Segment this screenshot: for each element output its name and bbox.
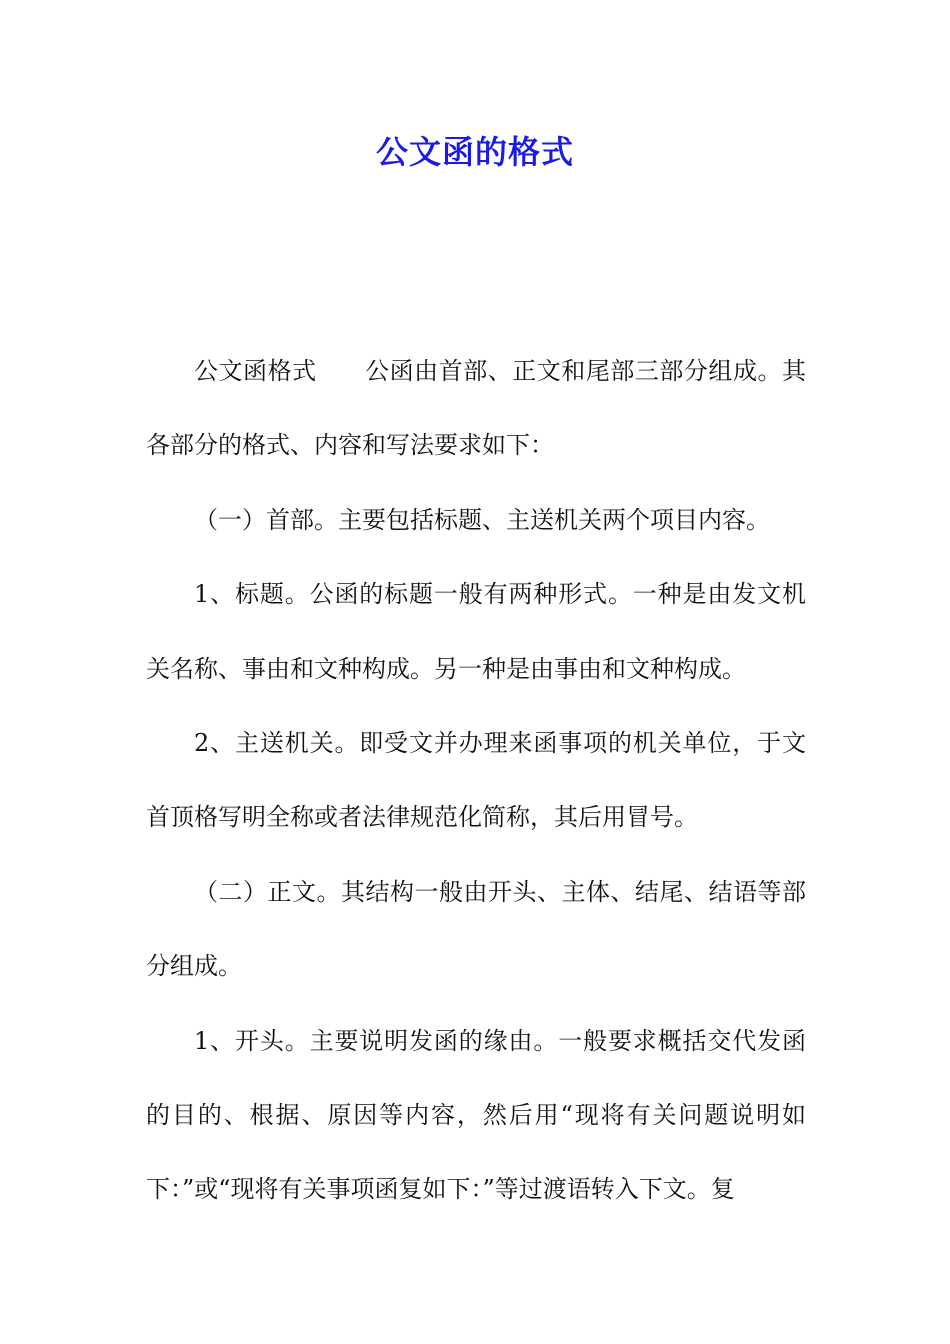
paragraph-text: 公函由首部、正文和尾部三部分组成。其各部分的格式、内容和写法要求如下： — [146, 357, 806, 460]
paragraph-item-title: 1、标题。公函的标题一般有两种形式。一种是由发文机关名称、事由和文种构成。另一种是由事由和文种构成。 — [146, 580, 806, 683]
paragraph-intro — [146, 334, 806, 483]
paragraph-section-1: （一）首部。主要包括标题、主送机关两个项目内容。 — [194, 505, 770, 534]
paragraph-item-recipient: 2、主送机关。即受文并办理来函事项的机关单位，于文首顶格写明全称或者法律规范化简称，其后用冒号。 — [146, 729, 806, 832]
paragraph-lead: 公文函格式 — [194, 357, 317, 385]
paragraph-item-opening: 1、开头。主要说明发函的缘由。一般要求概括交代发函的目的、根据、原因等内容，然后用“现将有关问题说明如下：”或“现将有关事项函复如下：”等过渡语转入下文。复 — [146, 1026, 806, 1204]
document-body — [146, 334, 806, 1227]
paragraph-section-2: （二）正文。其结构一般由开头、主体、结尾、结语等部分组成。 — [146, 877, 806, 981]
document-title: 公文函的格式 — [375, 133, 574, 171]
